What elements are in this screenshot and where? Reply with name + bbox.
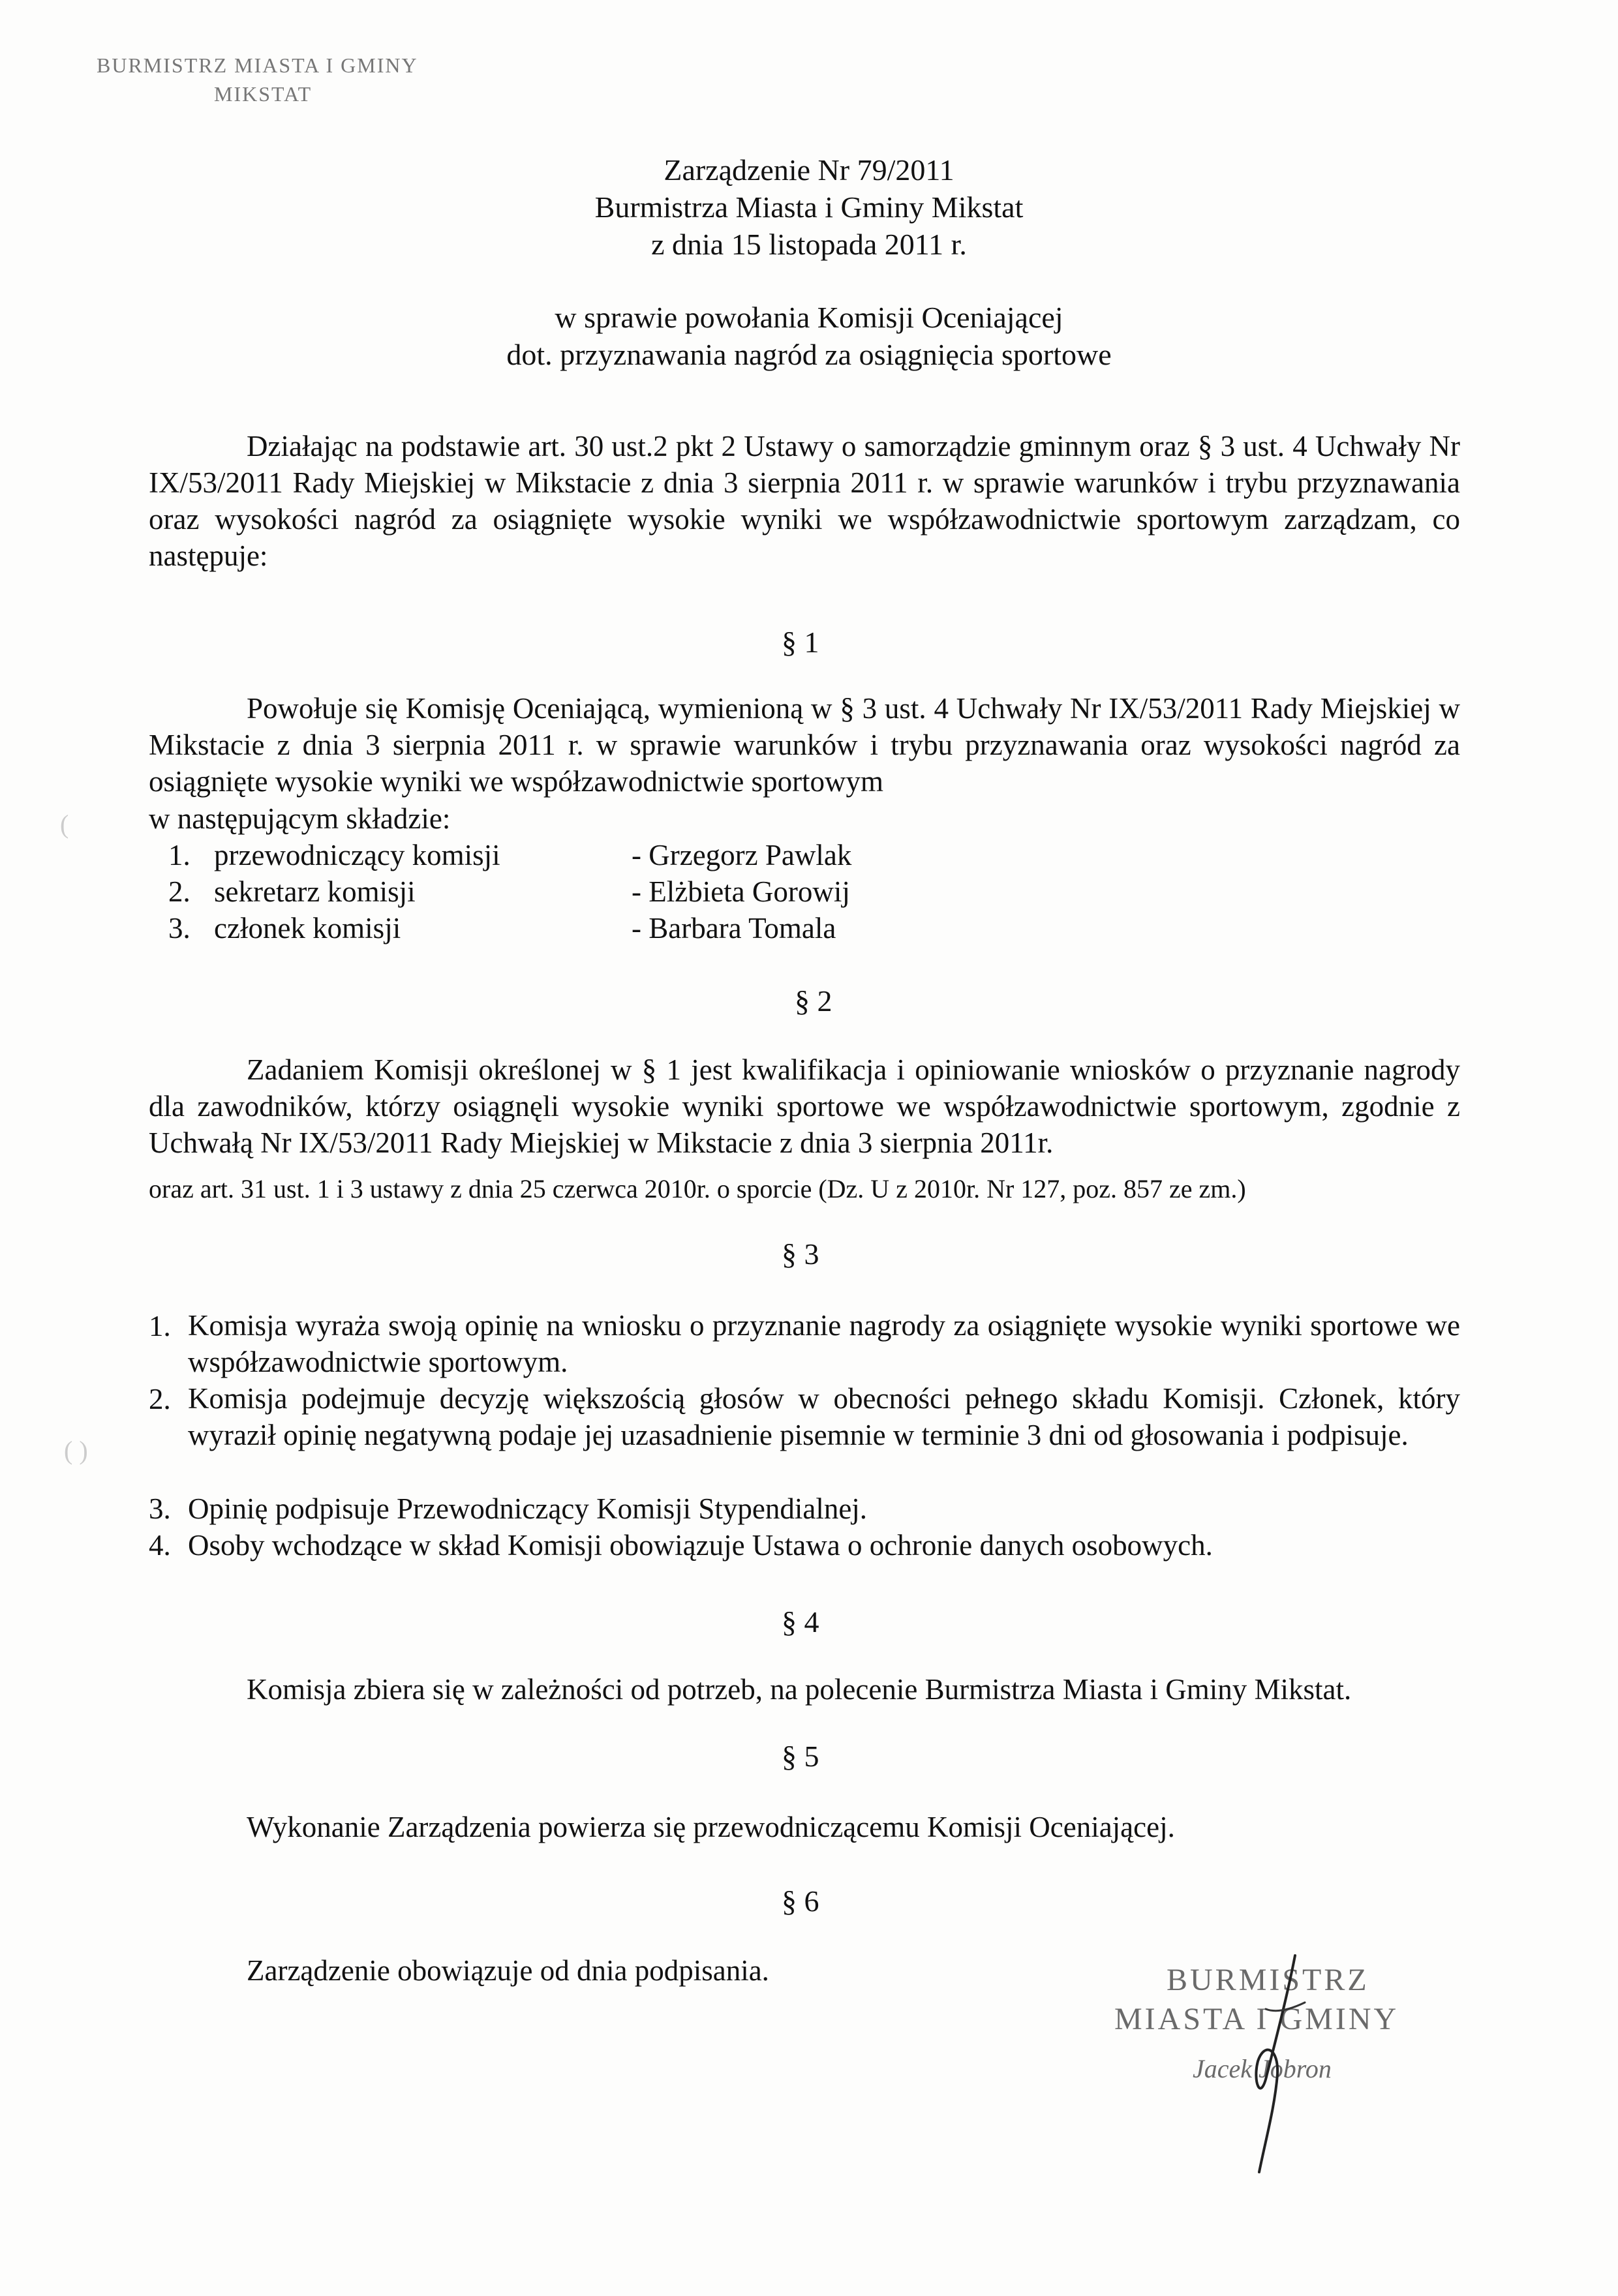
member-name: - Elżbieta Gorowij xyxy=(632,875,850,908)
list-item-number: 3. xyxy=(149,1492,171,1525)
member-role: sekretarz komisji xyxy=(214,875,416,908)
member-name: - Barbara Tomala xyxy=(632,912,836,944)
list-item: 1. xyxy=(168,839,191,871)
stamp-line2: MIASTA I GMINY xyxy=(1114,2002,1399,2036)
ordinance-issuer: Burmistrza Miasta i Gminy Mikstat xyxy=(594,190,1024,224)
scan-mark-top: ( xyxy=(60,809,69,839)
list-item: Komisja podejmuje decyzję większością głosów w obecności pełnego składu Komisji. Członek, który wyraził opinię negatywną podaje jej uzasadnienie pisemnie w terminie 3 dni od głosowania i podpisuje. xyxy=(188,1382,1460,1451)
stamp-name: Jacek Jobron xyxy=(1193,2054,1332,2083)
ordinance-number: Zarządzenie Nr 79/2011 xyxy=(664,153,954,187)
document-subject xyxy=(0,299,1618,373)
section-6-heading: § 6 xyxy=(782,1884,819,1918)
list-item: 2. xyxy=(168,875,191,908)
section-1-heading: § 1 xyxy=(782,626,819,659)
section-3-heading: § 3 xyxy=(782,1237,819,1271)
list-item: Opinię podpisuje Przewodniczący Komisji Stypendialnej. xyxy=(188,1492,868,1525)
section-2-text: Zadaniem Komisji określonej w § 1 jest kwalifikacja i opiniowanie wniosków o przyznanie nagrody dla zawodników, którzy osiągnęli wysokie wyniki sportowe we współzawodnictwie sportowym, zgodnie z Uchwałą Nr IX/53/2011 Rady Miejskiej w Mikstacie z dnia 3 sierpnia 2011r. xyxy=(149,1053,1460,1159)
stamp-line1: BURMISTRZ xyxy=(1167,1963,1369,1997)
preamble: Działając na podstawie art. 30 ust.2 pkt 2 Ustawy o samorządzie gminnym oraz § 3 ust. 4 Uchwały Nr IX/53/2011 Rady Miejskiej w Mikstacie z dnia 3 sierpnia 2011 r. w sprawie warunków i trybu przyznawania oraz wysokości nagród za osiągnięte wysokie wyniki we współzawodnictwie sportowym zarządzam, co następuje: xyxy=(149,430,1460,572)
office-stamp xyxy=(97,51,418,108)
section-6-text: Zarządzenie obowiązuje od dnia podpisania. xyxy=(247,1954,769,1987)
list-item: 3. xyxy=(168,912,191,944)
member-name: - Grzegorz Pawlak xyxy=(632,839,852,871)
document-header xyxy=(0,151,1618,263)
subject-line1: w sprawie powołania Komisji Oceniającej xyxy=(555,301,1063,334)
section-1-lead: w następującym składzie: xyxy=(149,802,451,835)
member-role: członek komisji xyxy=(214,912,401,944)
section-2-heading: § 2 xyxy=(795,984,832,1018)
handwritten-signature xyxy=(1227,1950,1318,2179)
section-2-text-2: oraz art. 31 ust. 1 i 3 ustawy z dnia 25 czerwca 2010r. o sporcie (Dz. U z 2010r. Nr 127, poz. 857 ze zm.) xyxy=(149,1174,1246,1203)
section-5-text: Wykonanie Zarządzenia powierza się przewodniczącemu Komisji Oceniającej. xyxy=(247,1811,1175,1843)
scan-mark-bottom: ( ) xyxy=(64,1436,88,1465)
section-4-text: Komisja zbiera się w zależności od potrzeb, na polecenie Burmistrza Miasta i Gminy Mikstat. xyxy=(247,1673,1352,1706)
office-stamp-line1: BURMISTRZ MIASTA I GMINY xyxy=(97,53,418,77)
subject-line2: dot. przyznawania nagród za osiągnięcia sportowe xyxy=(506,338,1112,371)
section-4-heading: § 4 xyxy=(782,1605,819,1639)
list-item-number: 4. xyxy=(149,1529,171,1562)
list-item: Komisja wyraża swoją opinię na wniosku o przyznanie nagrody za osiągnięte wysokie wyniki sportowe we współzawodnictwie sportowym. xyxy=(188,1309,1460,1378)
list-item: Osoby wchodzące w skład Komisji obowiązuje Ustawa o ochronie danych osobowych. xyxy=(188,1529,1213,1562)
section-1-text: Powołuje się Komisję Oceniającą, wymienioną w § 3 ust. 4 Uchwały Nr IX/53/2011 Rady Miejskiej w Mikstacie z dnia 3 sierpnia 2011 r. w sprawie warunków i trybu przyznawania oraz wysokości nagród za osiągnięte wysokie wyniki we współzawodnictwie sportowym xyxy=(149,692,1460,798)
list-item-number: 2. xyxy=(149,1383,171,1415)
list-item-number: 1. xyxy=(149,1310,171,1342)
section-5-heading: § 5 xyxy=(782,1740,819,1773)
ordinance-date: z dnia 15 listopada 2011 r. xyxy=(651,228,967,261)
office-stamp-line2: MIKSTAT xyxy=(214,82,313,106)
member-role: przewodniczący komisji xyxy=(214,839,500,871)
